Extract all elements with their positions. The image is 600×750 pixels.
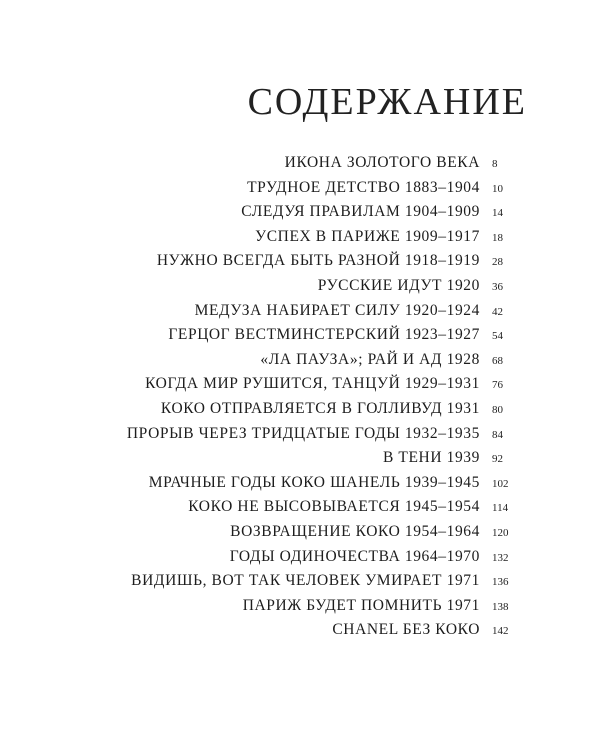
toc-entry-title: НУЖНО ВСЕГДА БЫТЬ РАЗНОЙ 1918–1919 (156, 252, 480, 270)
toc-entry-title: МРАЧНЫЕ ГОДЫ КОКО ШАНЕЛЬ 1939–1945 (148, 473, 480, 491)
toc-entry-page: 84 (492, 428, 503, 441)
toc-entry (40, 277, 514, 302)
toc-entry-page: 14 (492, 207, 503, 220)
toc-entry-page: 8 (492, 158, 498, 170)
toc-entry-page: 132 (492, 551, 509, 564)
toc-entry-title: ВИДИШЬ, ВОТ ТАК ЧЕЛОВЕК УМИРАЕТ 1971 (131, 572, 480, 590)
toc-entry (40, 228, 514, 253)
toc-entry (40, 375, 514, 400)
toc-entry-page: 10 (492, 182, 503, 195)
toc-entry-title: ПАРИЖ БУДЕТ ПОМНИТЬ 1971 (242, 596, 480, 614)
toc-entry-title: ВОЗВРАЩЕНИЕ КОКО 1954–1964 (230, 522, 480, 540)
toc-entry-title: КОГДА МИР РУШИТСЯ, ТАНЦУЙ 1929–1931 (145, 375, 480, 393)
toc-entry (40, 252, 514, 277)
toc-entry-title: ИКОНА ЗОЛОТОГО ВЕКА (284, 154, 480, 171)
toc-entry-page: 54 (492, 330, 503, 343)
toc-entry-page: 138 (492, 600, 509, 613)
toc-entry-page: 18 (492, 231, 503, 244)
toc-entry-page: 80 (492, 403, 503, 416)
toc-entry-page: 102 (492, 477, 509, 490)
toc-entry-title: КОКО НЕ ВЫСОВЫВАЕТСЯ 1945–1954 (188, 498, 480, 516)
toc-entry-page: 28 (492, 256, 503, 269)
toc-entry-page: 92 (492, 453, 503, 466)
toc-entry-title: ГОДЫ ОДИНОЧЕСТВА 1964–1970 (229, 547, 480, 565)
toc-entry (40, 449, 514, 474)
toc-entry (40, 548, 514, 573)
toc-entry-page: 76 (492, 379, 503, 392)
toc-entry-title: КОКО ОТПРАВЛЯЕТСЯ В ГОЛЛИВУД 1931 (160, 399, 480, 417)
toc-entry (40, 154, 514, 179)
toc-entry-page: 114 (492, 502, 509, 515)
toc-entry-title: СЛЕДУЯ ПРАВИЛАМ 1904–1909 (241, 203, 480, 221)
toc-entry (40, 523, 514, 548)
toc-entry-title: ПРОРЫВ ЧЕРЕЗ ТРИДЦАТЫЕ ГОДЫ 1932–1935 (126, 424, 480, 442)
toc-entry-page: 68 (492, 354, 503, 367)
toc-entry (40, 326, 514, 351)
toc-entry-page: 136 (492, 576, 509, 589)
toc-entry-title: РУССКИЕ ИДУТ 1920 (317, 276, 480, 294)
toc-entry-title: МЕДУЗА НАБИРАЕТ СИЛУ 1920–1924 (194, 301, 480, 319)
toc-entry-title: В ТЕНИ 1939 (382, 449, 480, 467)
toc-entry (40, 498, 514, 523)
toc-entry (40, 425, 514, 450)
toc-entry-title: «ЛА ПАУЗА»; РАЙ И АД 1928 (260, 350, 480, 368)
toc-entry-page: 42 (492, 305, 503, 318)
toc-entry-title: ТРУДНОЕ ДЕТСТВО 1883–1904 (247, 178, 480, 196)
toc-entry (40, 621, 514, 646)
toc-entry (40, 351, 514, 376)
page-title: СОДЕРЖАНИЕ (247, 81, 527, 123)
table-of-contents (40, 154, 514, 646)
toc-entry-title: УСПЕХ В ПАРИЖЕ 1909–1917 (255, 227, 480, 245)
toc-entry (40, 597, 514, 622)
toc-entry (40, 400, 514, 425)
toc-entry (40, 179, 514, 204)
toc-entry (40, 474, 514, 499)
toc-entry-title: ГЕРЦОГ ВЕСТМИНСТЕРСКИЙ 1923–1927 (168, 326, 480, 344)
toc-entry (40, 572, 514, 597)
toc-entry-title: CHANEL БЕЗ КОКО (332, 621, 480, 639)
toc-entry-page: 120 (492, 526, 509, 539)
toc-entry (40, 203, 514, 228)
toc-entry (40, 302, 514, 327)
toc-entry-page: 36 (492, 280, 503, 293)
toc-entry-page: 142 (492, 625, 509, 638)
